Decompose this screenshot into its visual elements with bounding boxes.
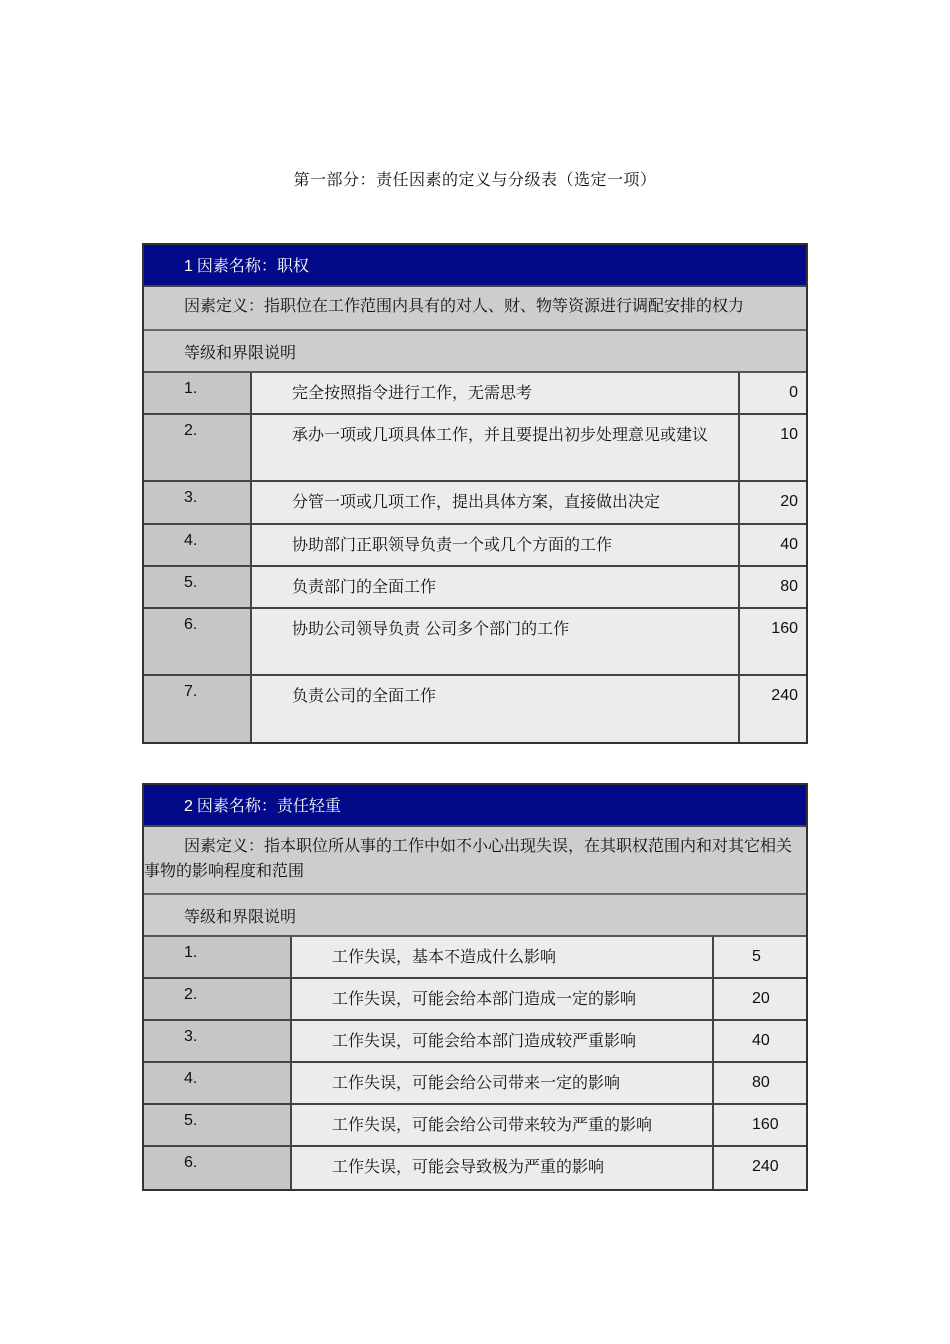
level-number: 3. [144, 482, 252, 523]
level-points: 240 [714, 1147, 806, 1189]
level-number: 1. [144, 373, 252, 413]
factor-header [144, 245, 806, 287]
level-points: 80 [740, 567, 806, 607]
level-number: 6. [144, 1147, 292, 1189]
table-row [144, 1147, 806, 1189]
page-title: 第一部分：责任因素的定义与分级表（选定一项） [293, 170, 657, 189]
level-description: 分管一项或几项工作，提出具体方案，直接做出决定 [252, 482, 740, 523]
grade-label: 等级和界限说明 [144, 895, 806, 937]
factor-name: 因素名称：责任轻重 [196, 796, 341, 815]
factor-definition: 因素定义：指本职位所从事的工作中如不小心出现失误，在其职权范围内和对其它相关事物的影响程度和范围 [144, 827, 806, 895]
table-row [144, 609, 806, 676]
level-description: 承办一项或几项具体工作，并且要提出初步处理意见或建议 [252, 415, 740, 480]
grade-label: 等级和界限说明 [144, 331, 806, 373]
level-number: 2. [144, 415, 252, 480]
level-points: 160 [714, 1105, 806, 1145]
table-row [144, 1105, 806, 1147]
factor-number: 2 [184, 798, 193, 815]
points-line-1: 160 [771, 620, 798, 637]
table-row [144, 525, 806, 567]
level-points: 80 [714, 1063, 806, 1103]
level-points: 40 [740, 525, 806, 565]
factor-header [144, 785, 806, 827]
level-points: 10 [740, 415, 806, 480]
level-description: 工作失误，基本不造成什么影响 [292, 937, 714, 977]
level-description: 完全按照指令进行工作，无需思考 [252, 373, 740, 413]
factor-definition: 因素定义：指职位在工作范围内具有的对人、财、物等资源进行调配安排的权力 [144, 287, 806, 331]
level-number: 4. [144, 525, 252, 565]
table-row [144, 979, 806, 1021]
level-description: 负责部门的全面工作 [252, 567, 740, 607]
level-points: 20 [714, 979, 806, 1019]
table-row [144, 1021, 806, 1063]
level-number: 6. [144, 609, 252, 674]
level-description: 工作失误，可能会导致极为严重的影响 [292, 1147, 714, 1189]
factor-name: 因素名称：职权 [196, 256, 309, 275]
level-description: 协助公司领导负责 公司多个部门的工作 [252, 609, 740, 674]
level-description: 工作失误，可能会给公司带来一定的影响 [292, 1063, 714, 1103]
level-number: 4. [144, 1063, 292, 1103]
table-row [144, 482, 806, 525]
level-points [740, 609, 806, 674]
table-row [144, 415, 806, 482]
table-row [144, 373, 806, 415]
level-number: 1. [144, 937, 292, 977]
level-description: 工作失误，可能会给本部门造成一定的影响 [292, 979, 714, 1019]
level-points: 0 [740, 373, 806, 413]
level-description: 负责公司的全面工作 [252, 676, 740, 742]
level-points: 240 [740, 676, 806, 742]
level-points: 20 [740, 482, 806, 523]
level-description: 工作失误，可能会给本部门造成较严重影响 [292, 1021, 714, 1061]
level-points: 5 [714, 937, 806, 977]
table-row [144, 567, 806, 609]
table-row [144, 937, 806, 979]
level-number: 5. [144, 1105, 292, 1145]
factor-table-responsibility [142, 783, 808, 1191]
factor-number: 1 [184, 258, 193, 275]
level-number: 7. [144, 676, 252, 742]
level-description: 工作失误，可能会给公司带来较为严重的影响 [292, 1105, 714, 1145]
table-row [144, 676, 806, 742]
table-row [144, 1063, 806, 1105]
level-number: 2. [144, 979, 292, 1019]
level-number: 3. [144, 1021, 292, 1061]
level-description: 协助部门正职领导负责一个或几个方面的工作 [252, 525, 740, 565]
level-number: 5. [144, 567, 252, 607]
level-points: 40 [714, 1021, 806, 1061]
factor-table-authority [142, 243, 808, 744]
